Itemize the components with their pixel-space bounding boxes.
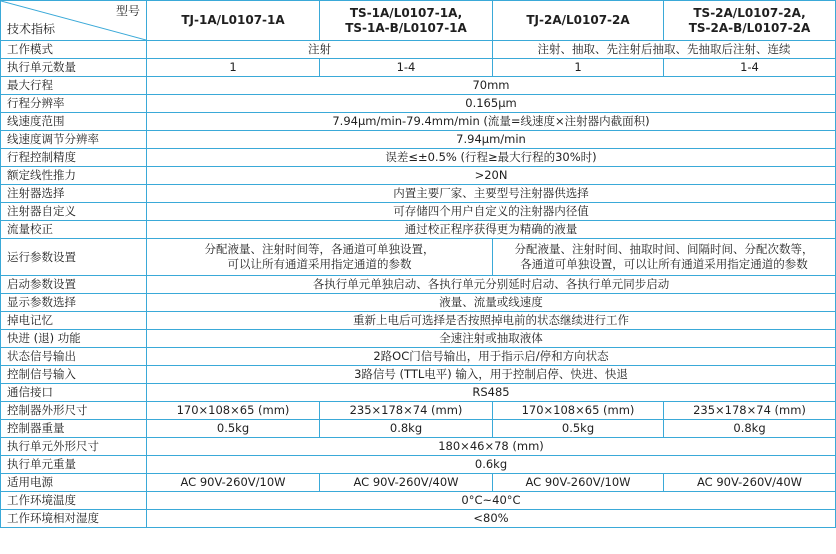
table-row (1, 330, 836, 348)
row-value (493, 239, 836, 276)
row-value: 各执行单元单独启动、各执行单元分别延时启动、各执行单元同步启动 (147, 276, 836, 294)
header-spec-label: 技术指标 (7, 22, 56, 36)
row-label: 工作模式 (1, 41, 147, 59)
row-value: 235×178×74 (mm) (664, 402, 836, 420)
table-row (1, 59, 836, 77)
row-value: 0.5kg (147, 420, 320, 438)
row-value: 全速注射或抽取液体 (147, 330, 836, 348)
row-value: 0.8kg (320, 420, 493, 438)
row-value: AC 90V-260V/40W (664, 474, 836, 492)
row-label: 快进 (退) 功能 (1, 330, 147, 348)
row-value: >20N (147, 167, 836, 185)
table-row (1, 384, 836, 402)
row-label: 行程分辨率 (1, 95, 147, 113)
table-row (1, 348, 836, 366)
table-row (1, 492, 836, 510)
row-value: 0.165μm (147, 95, 836, 113)
row-value: 误差≤±0.5% (行程≥最大行程的30%时) (147, 149, 836, 167)
table-row (1, 203, 836, 221)
row-value-line: 分配液量、注射时间等，各通道可单独设置， (204, 242, 435, 256)
row-value: 2路OC门信号输出，用于指示启/停和方向状态 (147, 348, 836, 366)
row-value: 1 (147, 59, 320, 77)
table-row (1, 294, 836, 312)
table-row (1, 77, 836, 95)
row-label: 控制器重量 (1, 420, 147, 438)
row-label: 执行单元数量 (1, 59, 147, 77)
row-label: 额定线性推力 (1, 167, 147, 185)
row-value: RS485 (147, 384, 836, 402)
row-label: 最大行程 (1, 77, 147, 95)
table-row (1, 420, 836, 438)
row-label: 显示参数选择 (1, 294, 147, 312)
row-label: 执行单元重量 (1, 456, 147, 474)
model-name-3: TJ-2A/L0107-2A (493, 1, 664, 41)
row-value: 1-4 (320, 59, 493, 77)
model-name-1: TJ-1A/L0107-1A (147, 1, 320, 41)
row-value: <80% (147, 510, 836, 528)
row-value: 7.94μm/min (147, 131, 836, 149)
row-label: 注射器自定义 (1, 203, 147, 221)
header-model-label: 型号 (115, 4, 140, 18)
row-value: 注射 (147, 41, 493, 59)
table-row (1, 474, 836, 492)
row-value: 1 (493, 59, 664, 77)
row-label: 执行单元外形尺寸 (1, 438, 147, 456)
row-label: 线速度调节分辨率 (1, 131, 147, 149)
row-label: 控制信号输入 (1, 366, 147, 384)
table-row (1, 221, 836, 239)
row-value: 0.8kg (664, 420, 836, 438)
row-value: 180×46×78 (mm) (147, 438, 836, 456)
row-label: 状态信号输出 (1, 348, 147, 366)
row-value: 重新上电后可选择是否按照掉电前的状态继续进行工作 (147, 312, 836, 330)
row-label: 流量校正 (1, 221, 147, 239)
row-value: 235×178×74 (mm) (320, 402, 493, 420)
table-row (1, 131, 836, 149)
row-label: 线速度范围 (1, 113, 147, 131)
table-row (1, 239, 836, 276)
row-label: 启动参数设置 (1, 276, 147, 294)
row-value: 0°C~40°C (147, 492, 836, 510)
row-label: 通信接口 (1, 384, 147, 402)
row-label: 运行参数设置 (1, 239, 147, 276)
row-label: 注射器选择 (1, 185, 147, 203)
row-value: 170×108×65 (mm) (493, 402, 664, 420)
model-name-4: TS-2A/L0107-2A, TS-2A-B/L0107-2A (664, 1, 836, 41)
table-row (1, 312, 836, 330)
header-corner-cell (1, 1, 147, 41)
row-value: 1-4 (664, 59, 836, 77)
row-value: 70mm (147, 77, 836, 95)
row-value: 0.6kg (147, 456, 836, 474)
table-row (1, 456, 836, 474)
row-label: 适用电源 (1, 474, 147, 492)
row-value-line: 可以让所有通道采用指定通道的参数 (227, 257, 412, 271)
row-value: 0.5kg (493, 420, 664, 438)
table-row (1, 149, 836, 167)
row-value: 7.94μm/min-79.4mm/min (流量=线速度×注射器内截面积) (147, 113, 836, 131)
row-value: 3路信号 (TTL电平) 输入，用于控制启停、快进、快退 (147, 366, 836, 384)
row-value: AC 90V-260V/10W (147, 474, 320, 492)
row-value: AC 90V-260V/10W (493, 474, 664, 492)
table-row (1, 95, 836, 113)
table-row (1, 276, 836, 294)
row-value: 注射、抽取、先注射后抽取、先抽取后注射、连续 (493, 41, 836, 59)
row-label: 工作环境相对湿度 (1, 510, 147, 528)
row-label: 行程控制精度 (1, 149, 147, 167)
table-row (1, 366, 836, 384)
table-row (1, 41, 836, 59)
table-row (1, 185, 836, 203)
row-value (147, 239, 493, 276)
table-row (1, 402, 836, 420)
table-row (1, 113, 836, 131)
row-value: 内置主要厂家、主要型号注射器供选择 (147, 185, 836, 203)
table-row (1, 438, 836, 456)
row-value: 通过校正程序获得更为精确的液量 (147, 221, 836, 239)
row-label: 掉电记忆 (1, 312, 147, 330)
row-value-line: 分配液量、注射时间、抽取时间、间隔时间、分配次数等， (514, 242, 814, 256)
row-label: 工作环境温度 (1, 492, 147, 510)
table-row (1, 167, 836, 185)
row-value-line: 各通道可单独设置，可以让所有通道采用指定通道的参数 (520, 257, 808, 271)
model-name-2: TS-1A/L0107-1A, TS-1A-B/L0107-1A (320, 1, 493, 41)
row-label: 控制器外形尺寸 (1, 402, 147, 420)
table-row (1, 510, 836, 528)
row-value: 液量、流量或线速度 (147, 294, 836, 312)
row-value: 170×108×65 (mm) (147, 402, 320, 420)
row-value: 可存储四个用户自定义的注射器内径值 (147, 203, 836, 221)
header-row (1, 1, 836, 41)
row-value: AC 90V-260V/40W (320, 474, 493, 492)
